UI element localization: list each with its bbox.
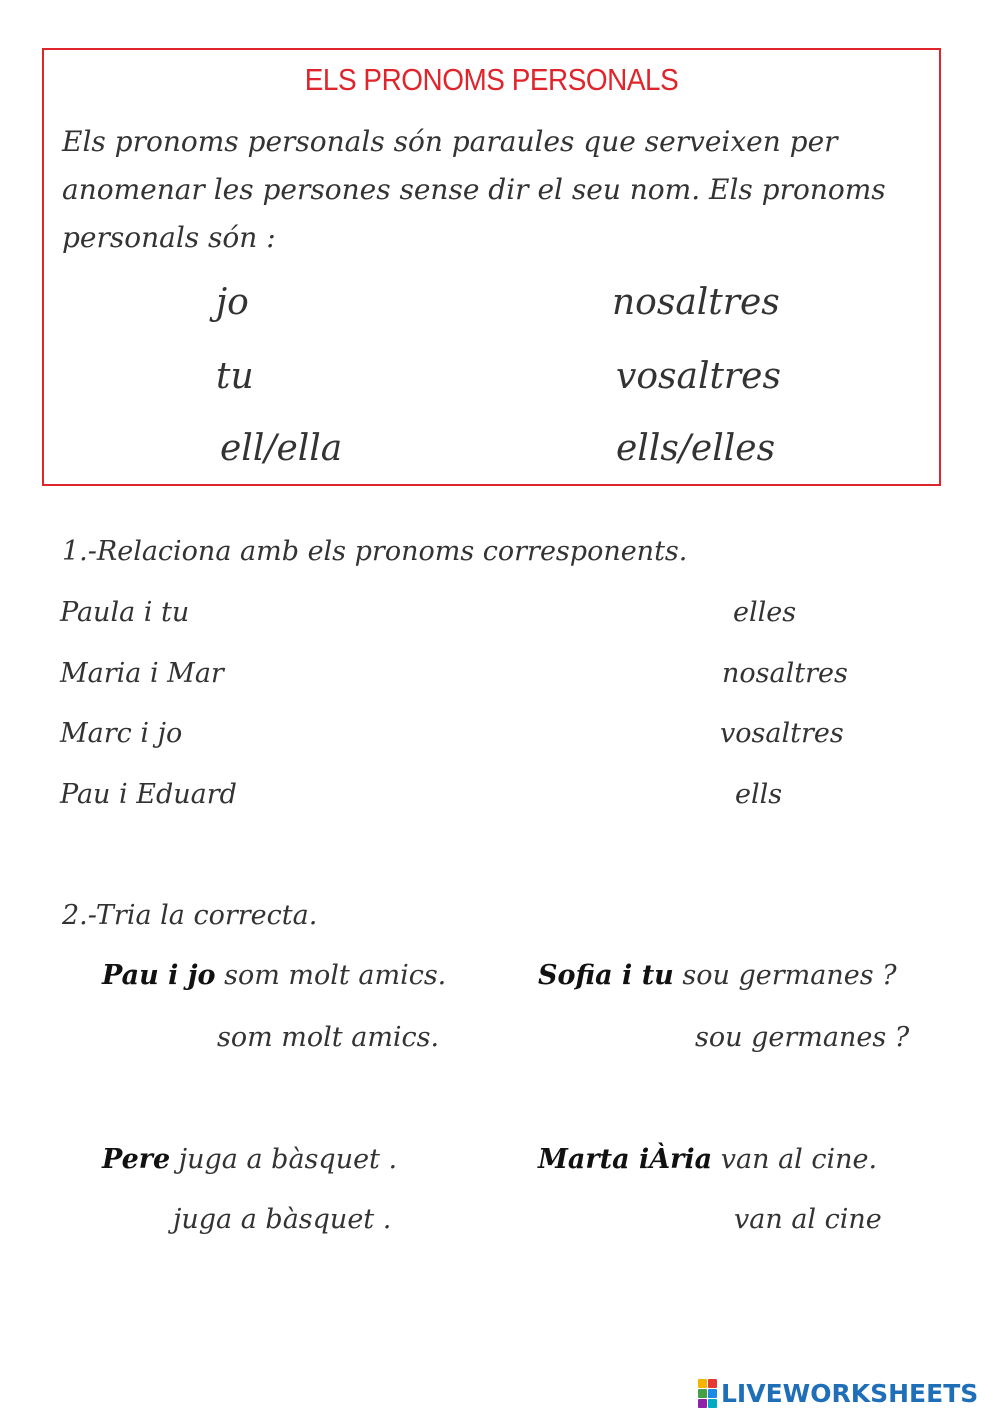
intro-line: personals són :	[62, 221, 276, 254]
pronoun-jo: jo	[216, 282, 249, 323]
sentence-predicate: som molt amics.	[224, 960, 447, 991]
match-right-item[interactable]: vosaltres	[720, 718, 844, 749]
sentence-marta-i-aria	[538, 1144, 877, 1175]
sentence-subject: Sofia i tu	[538, 960, 674, 991]
logo-square	[708, 1399, 717, 1408]
logo-text: LIVEWORKSHEETS	[721, 1378, 979, 1408]
sentence-subject: Marta iÀria	[538, 1144, 713, 1175]
logo-square	[698, 1389, 707, 1398]
answer-predicate: som molt amics.	[217, 1022, 440, 1053]
info-box-title: ELS PRONOMS PERSONALS	[304, 62, 679, 97]
pronoun-vosaltres: vosaltres	[616, 356, 781, 397]
liveworksheets-logo[interactable]	[698, 1378, 978, 1408]
exercise2-title: 2.-Tria la correcta.	[62, 900, 318, 931]
pronouns-info-box	[42, 48, 941, 486]
logo-square	[708, 1379, 717, 1388]
answer-line[interactable]	[217, 1022, 439, 1053]
exercise1-title: 1.-Relaciona amb els pronoms corresponents.	[62, 536, 688, 567]
sentence-pere	[102, 1144, 397, 1175]
sentence-predicate: juga a bàsquet .	[178, 1144, 398, 1175]
sentence-pau-i-jo	[102, 960, 446, 991]
match-right-item[interactable]: ells	[735, 779, 783, 810]
liveworksheets-mark-icon	[698, 1379, 717, 1408]
pronoun-ell-ella: ell/ella	[220, 428, 343, 469]
answer-predicate: juga a bàsquet .	[173, 1204, 392, 1235]
answer-predicate: sou germanes ?	[695, 1022, 910, 1053]
logo-square	[698, 1399, 707, 1408]
intro-line: Els pronoms personals són paraules que serveixen per	[62, 125, 838, 158]
match-right-item[interactable]: nosaltres	[722, 658, 848, 689]
pronoun-nosaltres: nosaltres	[612, 282, 780, 323]
answer-line[interactable]	[173, 1204, 391, 1235]
sentence-subject: Pau i jo	[102, 960, 216, 991]
sentence-predicate: sou germanes ?	[682, 960, 897, 991]
match-right-item[interactable]: elles	[733, 597, 797, 628]
match-left-item[interactable]: Maria i Mar	[60, 658, 224, 689]
answer-line[interactable]	[695, 1022, 909, 1053]
sentence-predicate: van al cine.	[720, 1144, 878, 1175]
match-left-item[interactable]: Pau i Eduard	[60, 779, 237, 810]
pronoun-ells-elles: ells/elles	[616, 428, 776, 469]
pronoun-tu: tu	[216, 356, 254, 397]
match-left-item[interactable]: Paula i tu	[60, 597, 190, 628]
logo-square	[708, 1389, 717, 1398]
sentence-sofia-i-tu	[538, 960, 897, 991]
match-left-item[interactable]: Marc i jo	[60, 718, 183, 749]
logo-square	[698, 1379, 707, 1388]
answer-line[interactable]	[734, 1204, 882, 1235]
answer-predicate: van al cine	[734, 1204, 882, 1235]
intro-line: anomenar les persones sense dir el seu nom. Els pronoms	[62, 173, 886, 206]
sentence-subject: Pere	[102, 1144, 171, 1175]
